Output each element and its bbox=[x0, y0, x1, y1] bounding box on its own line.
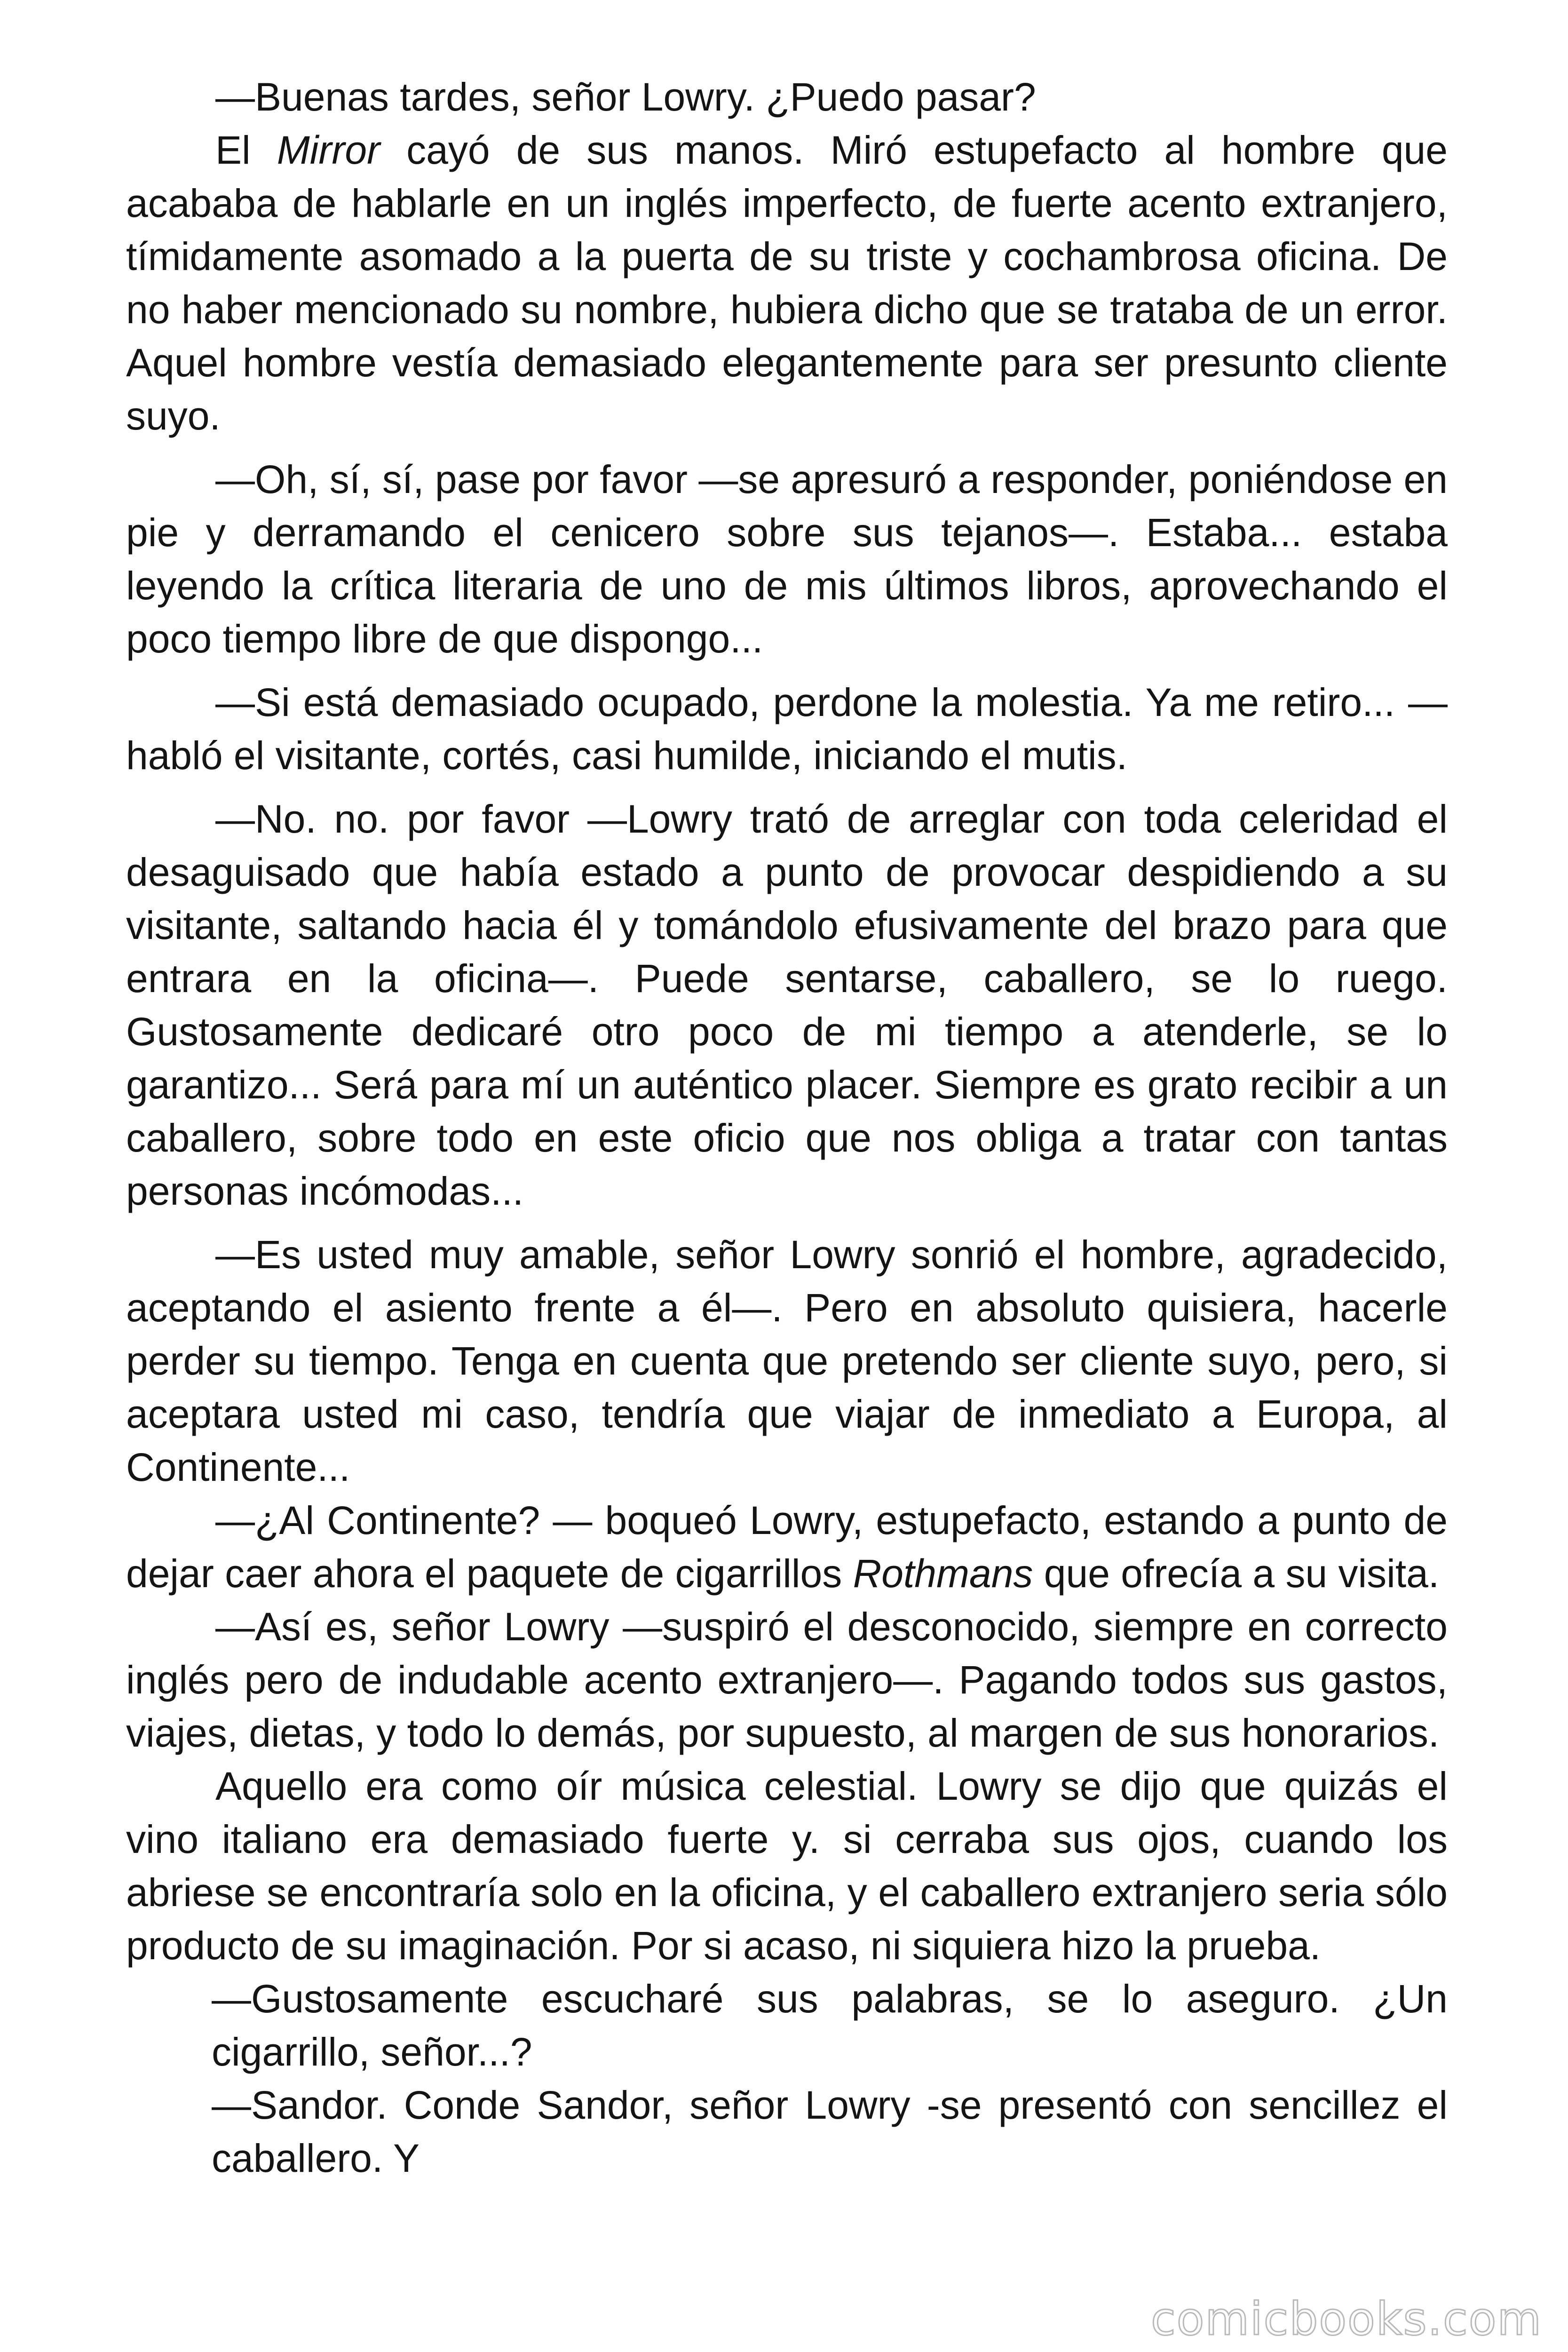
text-run: —Oh, sí, sí, pase por favor —se apresuró a responder, poniéndose en pie y derramando el cenicero sobre sus tejanos—. Estaba... estaba leyendo la crítica literaria de uno de mis últimos libros, aprovechando el poco tiempo libre de que dispongo... bbox=[126, 457, 1448, 661]
text-run: —¿Al Continente? — boqueó Lowry, estupefacto, estando a punto de dejar caer ahora el paquete de cigarrillos bbox=[126, 1498, 1448, 1596]
paragraph bbox=[126, 124, 1448, 443]
italic-title: Mirror bbox=[277, 128, 380, 172]
paragraph bbox=[126, 2079, 1448, 2185]
watermark: comicbooks.com bbox=[1150, 2293, 1542, 2345]
paragraph bbox=[126, 1494, 1448, 1600]
text-run: —Así es, señor Lowry —suspiró el desconocido, siempre en correcto inglés pero de indudable acento extranjero—. Pagando todos sus gastos, viajes, dietas, y todo lo demás, por supuesto, al margen de sus honorarios. bbox=[126, 1605, 1448, 1755]
paragraph bbox=[126, 676, 1448, 782]
paragraph bbox=[126, 453, 1448, 666]
text-run: —Buenas tardes, señor Lowry. ¿Puedo pasar? bbox=[215, 75, 1036, 119]
paragraph bbox=[126, 1760, 1448, 1972]
text-run: Aquello era como oír música celestial. Lowry se dijo que quizás el vino italiano era demasiado fuerte y. si cerraba sus ojos, cuando los abriese se encontraría solo en la oficina, y el caballero extranjero seria sólo producto de su imaginación. Por si acaso, ni siquiera hizo la prueba. bbox=[126, 1764, 1448, 1968]
text-run: El bbox=[215, 128, 277, 172]
paragraph bbox=[126, 1600, 1448, 1760]
text-run: —Gustosamente escucharé sus palabras, se lo aseguro. ¿Un cigarrillo, señor...? bbox=[212, 1977, 1448, 2074]
paragraph bbox=[126, 1228, 1448, 1494]
text-body bbox=[126, 71, 1448, 2185]
text-run: —Sandor. Conde Sandor, señor Lowry -se presentó con sencillez el caballero. Y bbox=[212, 2083, 1448, 2180]
text-run: que ofrecía a su visita. bbox=[1033, 1551, 1440, 1596]
text-run: —Es usted muy amable, señor Lowry sonrió el hombre, agradecido, aceptando el asiento frente a él—. Pero en absoluto quisiera, hacerle perder su tiempo. Tenga en cuenta que pretendo ser cliente suyo, pero, si aceptara usted mi caso, tendría que viajar de inmediato a Europa, al Continente... bbox=[126, 1232, 1448, 1489]
italic-title: Rothmans bbox=[853, 1551, 1033, 1596]
paragraph bbox=[126, 1972, 1448, 2079]
paragraph bbox=[126, 793, 1448, 1218]
text-run: —No. no. por favor —Lowry trató de arreglar con toda celeridad el desaguisado que había estado a punto de provocar despidiendo a su visitante, saltando hacia él y tomándolo efusivamente del brazo para que entrara en la oficina—. Puede sentarse, caballero, se lo ruego. Gustosamente dedicaré otro poco de mi tiempo a atenderle, se lo garantizo... Será para mí un auténtico placer. Siempre es grato recibir a un caballero, sobre todo en este oficio que nos obliga a tratar con tantas personas incómodas... bbox=[126, 797, 1448, 1213]
text-run: —Si está demasiado ocupado, perdone la molestia. Ya me retiro... —habló el visitante, cortés, casi humilde, iniciando el mutis. bbox=[126, 680, 1448, 778]
text-run: cayó de sus manos. Miró estupefacto al hombre que acababa de hablarle en un inglés imperfecto, de fuerte acento extranjero, tímidamente asomado a la puerta de su triste y cochambrosa oficina. De no haber mencionado su nombre, hubiera dicho que se trataba de un error. Aquel hombre vestía demasiado elegantemente para ser presunto cliente suyo. bbox=[126, 128, 1448, 438]
paragraph bbox=[126, 71, 1448, 124]
